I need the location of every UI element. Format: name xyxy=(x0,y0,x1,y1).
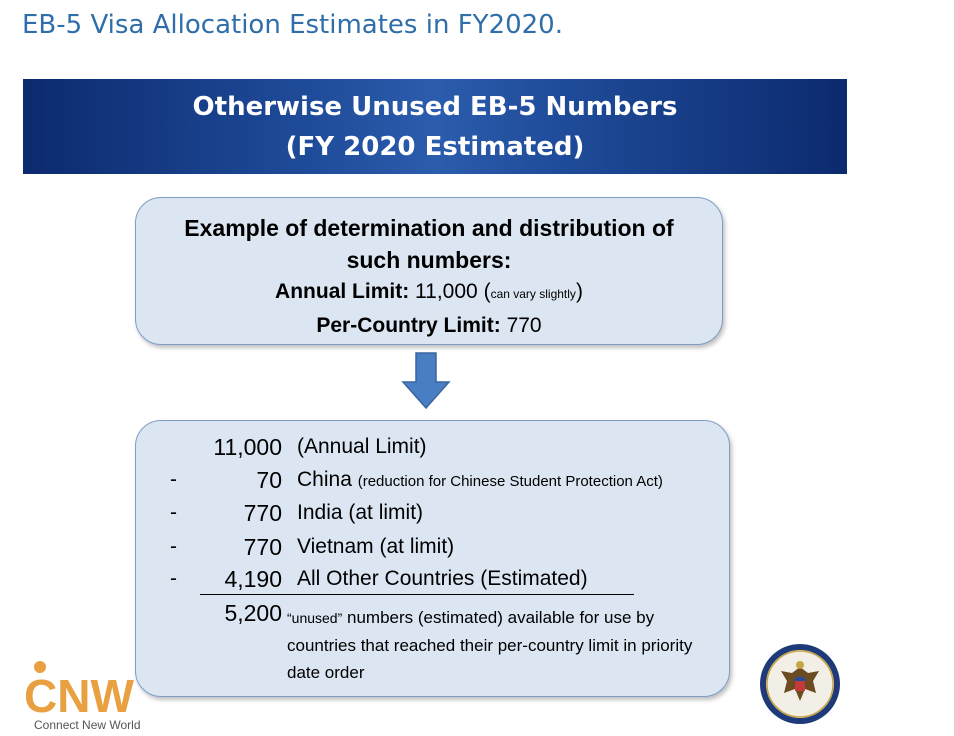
per-country-limit-value: 770 xyxy=(506,314,542,337)
annual-limit-note: can vary slightly xyxy=(490,287,576,301)
calc-row-label: India (at limit) xyxy=(297,501,424,524)
per-country-limit-label: Per-Country Limit: xyxy=(316,314,501,337)
calc-row-annual xyxy=(0,434,954,464)
calc-row-other xyxy=(0,566,954,596)
calc-row-label-wrap xyxy=(297,468,663,492)
calc-row-vietnam xyxy=(0,534,954,564)
calc-total-quote: “unused” xyxy=(287,610,343,626)
calc-row-value: 4,190 xyxy=(224,566,282,592)
minus-sign: - xyxy=(170,535,177,558)
calc-row-label: China xyxy=(297,468,352,491)
calc-total-description: numbers (estimated) available for use by countries that reached their per-country limit in priority date order xyxy=(287,608,693,682)
calc-row-label: (Annual Limit) xyxy=(297,435,427,458)
calc-row-note: (reduction for Chinese Student Protection Act) xyxy=(357,473,663,490)
cnw-wordmark: CNW xyxy=(24,670,134,718)
example-heading-line-1: Example of determination and distribution of xyxy=(184,215,674,241)
annual-limit-value: 11,000 xyxy=(415,280,478,303)
calc-row-value: 770 xyxy=(243,534,282,560)
state-department-seal-icon xyxy=(759,643,841,725)
minus-sign: - xyxy=(170,567,177,590)
calc-row-india xyxy=(0,500,954,530)
annual-limit-paren-open: ( xyxy=(483,280,491,303)
calc-total-value: 5,200 xyxy=(224,600,282,626)
annual-limit-label: Annual Limit: xyxy=(275,280,410,303)
sum-underline xyxy=(200,594,634,595)
annual-limit-paren-close: ) xyxy=(575,280,583,303)
calc-row-china xyxy=(0,467,954,497)
calc-row-value: 11,000 xyxy=(213,434,282,460)
calc-row-value: 70 xyxy=(256,467,282,493)
minus-sign: - xyxy=(170,468,177,491)
annual-limit-line xyxy=(136,276,722,310)
banner xyxy=(23,79,847,174)
cnw-logo xyxy=(22,658,152,718)
cnw-tagline: Connect New World xyxy=(34,718,141,732)
example-heading-line-2: such numbers: xyxy=(346,247,512,273)
per-country-limit-line xyxy=(136,310,722,341)
calc-total-text xyxy=(287,604,727,686)
calc-row-label: Vietnam (at limit) xyxy=(297,535,455,558)
down-arrow-icon xyxy=(401,352,451,410)
calc-row-label: All Other Countries (Estimated) xyxy=(297,567,588,590)
calc-row-value: 770 xyxy=(243,500,282,526)
banner-line-1: Otherwise Unused EB-5 Numbers xyxy=(192,92,678,122)
page-title: EB-5 Visa Allocation Estimates in FY2020. xyxy=(22,10,563,40)
minus-sign: - xyxy=(170,501,177,524)
banner-line-2: (FY 2020 Estimated) xyxy=(285,132,585,162)
example-box xyxy=(135,197,723,345)
